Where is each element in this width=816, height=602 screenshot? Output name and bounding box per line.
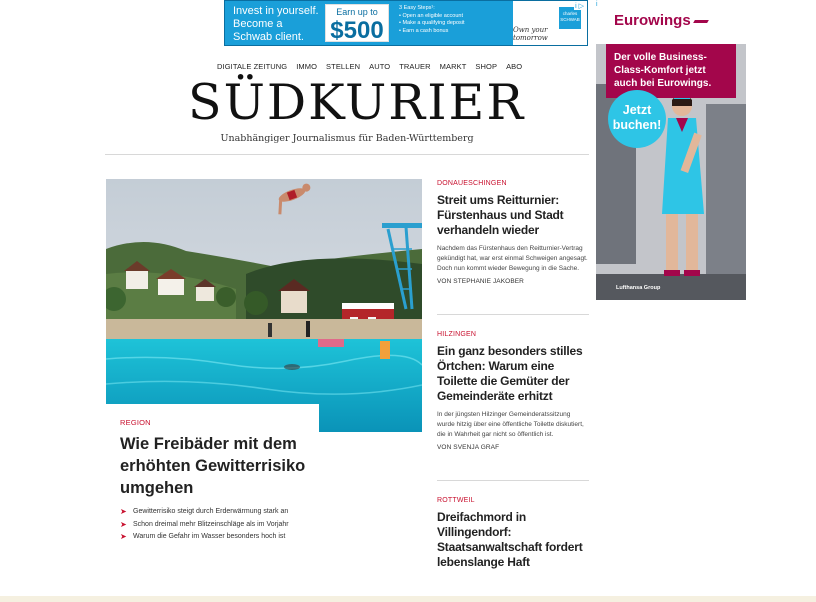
- ad-price-small: Earn up to: [336, 7, 378, 17]
- article-teaser[interactable]: [437, 497, 589, 570]
- ad-headline: Der volle Business-Class-Komfort jetzt auch bei Eurowings.: [606, 44, 736, 98]
- nav-item-digitale-zeitung[interactable]: DIGITALE ZEITUNG: [217, 62, 288, 71]
- ad-headline-line1: Invest in yourself.: [233, 5, 319, 17]
- bullet-text: Gewitterrisiko steigt durch Erderwärmung stark an: [133, 508, 289, 515]
- nav-item-immo[interactable]: IMMO: [296, 62, 318, 71]
- ad-steps-title: 3 Easy Steps¹:: [399, 5, 435, 11]
- article-divider: [437, 314, 589, 315]
- hero-article-card[interactable]: [106, 404, 319, 554]
- ad-steps: [393, 1, 513, 45]
- bullet-text: Schon dreimal mehr Blitzeinschläge als im Vorjahr: [133, 520, 289, 528]
- eurowings-logo-text: Eurowings: [614, 12, 691, 29]
- ad-headline-line2: Become a: [233, 18, 283, 30]
- schwab-banner-ad[interactable]: [224, 0, 588, 46]
- ad-headline: [225, 1, 321, 45]
- wing-icon: [693, 20, 709, 23]
- ad-step: • Earn a cash bonus: [399, 27, 449, 34]
- hero-bullet-list: [120, 506, 319, 544]
- ad-slogan: Own your tomorrow: [513, 26, 548, 42]
- nav-item-shop[interactable]: SHOP: [475, 62, 498, 71]
- nav-item-stellen[interactable]: STELLEN: [326, 62, 361, 71]
- swimming-pool-photo-icon[interactable]: [106, 179, 422, 432]
- ad-price-box: [325, 4, 389, 42]
- bullet-text: Warum die Gefahr im Wasser besonders hoch ist: [133, 533, 286, 540]
- ad-price-big: $500: [330, 17, 384, 44]
- article-author: VON STEPHANIE JAKOBER: [437, 278, 524, 285]
- footer-strip: [0, 596, 816, 602]
- header-divider: [105, 154, 589, 155]
- article-kicker[interactable]: DONAUESCHINGEN: [437, 180, 507, 187]
- list-item[interactable]: [120, 531, 319, 544]
- article-teaser-text: Nachdem das Fürstenhaus den Reitturnier-Vertrag gekündigt hat, war erst einmal Schweigen angesagt. Doch nun kommt wieder Bewegung in die Sache.: [437, 245, 588, 272]
- lufthansa-group-label: Lufthansa Group: [616, 285, 661, 291]
- adchoices-icon[interactable]: i: [596, 1, 598, 8]
- article-kicker[interactable]: HILZINGEN: [437, 331, 477, 338]
- nav-item-abo[interactable]: ABO: [506, 62, 523, 71]
- arrow-right-icon: ➤: [120, 519, 127, 529]
- hero-kicker[interactable]: REGION: [120, 418, 151, 427]
- arrow-right-icon: ➤: [120, 532, 127, 541]
- article-teaser-text: In der jüngsten Hilzinger Gemeinderatssitzung wurde hitzig über eine öffentliche Toilette diskutiert, die in Wahrheit gar nicht so öffentlich ist.: [437, 411, 584, 438]
- article-headline[interactable]: Ein ganz besonders stilles Örtchen: Warum eine Toilette die Gemüter der Gemeinderäte erhitzt: [437, 344, 583, 403]
- article-headline[interactable]: Streit ums Reitturnier: Fürstenhaus und Stadt verhandeln wieder: [437, 193, 564, 237]
- eurowings-logo: [614, 12, 708, 29]
- schwab-logo-icon: charles SCHWAB: [559, 7, 581, 29]
- list-item[interactable]: [120, 506, 319, 519]
- adchoices-icon[interactable]: i ▷: [575, 3, 584, 10]
- book-now-button[interactable]: Jetzt buchen!: [608, 90, 666, 148]
- article-divider: [437, 480, 589, 481]
- ad-headline-line3: Schwab client.: [233, 31, 304, 43]
- list-item[interactable]: [120, 519, 319, 532]
- site-logo[interactable]: SÜDKURIER: [188, 74, 526, 131]
- nav-item-markt[interactable]: MARKT: [439, 62, 467, 71]
- hero-headline[interactable]: Wie Freibäder mit dem erhöhten Gewitterrisiko umgehen: [120, 435, 306, 497]
- article-kicker[interactable]: ROTTWEIL: [437, 497, 475, 504]
- ad-step: • Make a qualifying deposit: [399, 20, 465, 26]
- article-teaser[interactable]: [437, 331, 589, 451]
- article-author: VON SVENJA GRAF: [437, 444, 500, 451]
- nav-item-trauer[interactable]: TRAUER: [399, 62, 431, 71]
- top-navigation: [217, 62, 522, 71]
- arrow-right-icon: ➤: [120, 507, 127, 516]
- article-teaser[interactable]: [437, 180, 589, 285]
- site-tagline: Unabhängiger Journalismus für Baden-Württemberg: [220, 133, 474, 144]
- ad-step: • Open an eligible account: [399, 12, 463, 19]
- nav-item-auto[interactable]: AUTO: [369, 62, 391, 71]
- article-headline[interactable]: Dreifachmord in Villingendorf: Staatsanwaltschaft fordert lebenslange Haft: [437, 510, 583, 569]
- eurowings-side-ad[interactable]: [596, 0, 746, 300]
